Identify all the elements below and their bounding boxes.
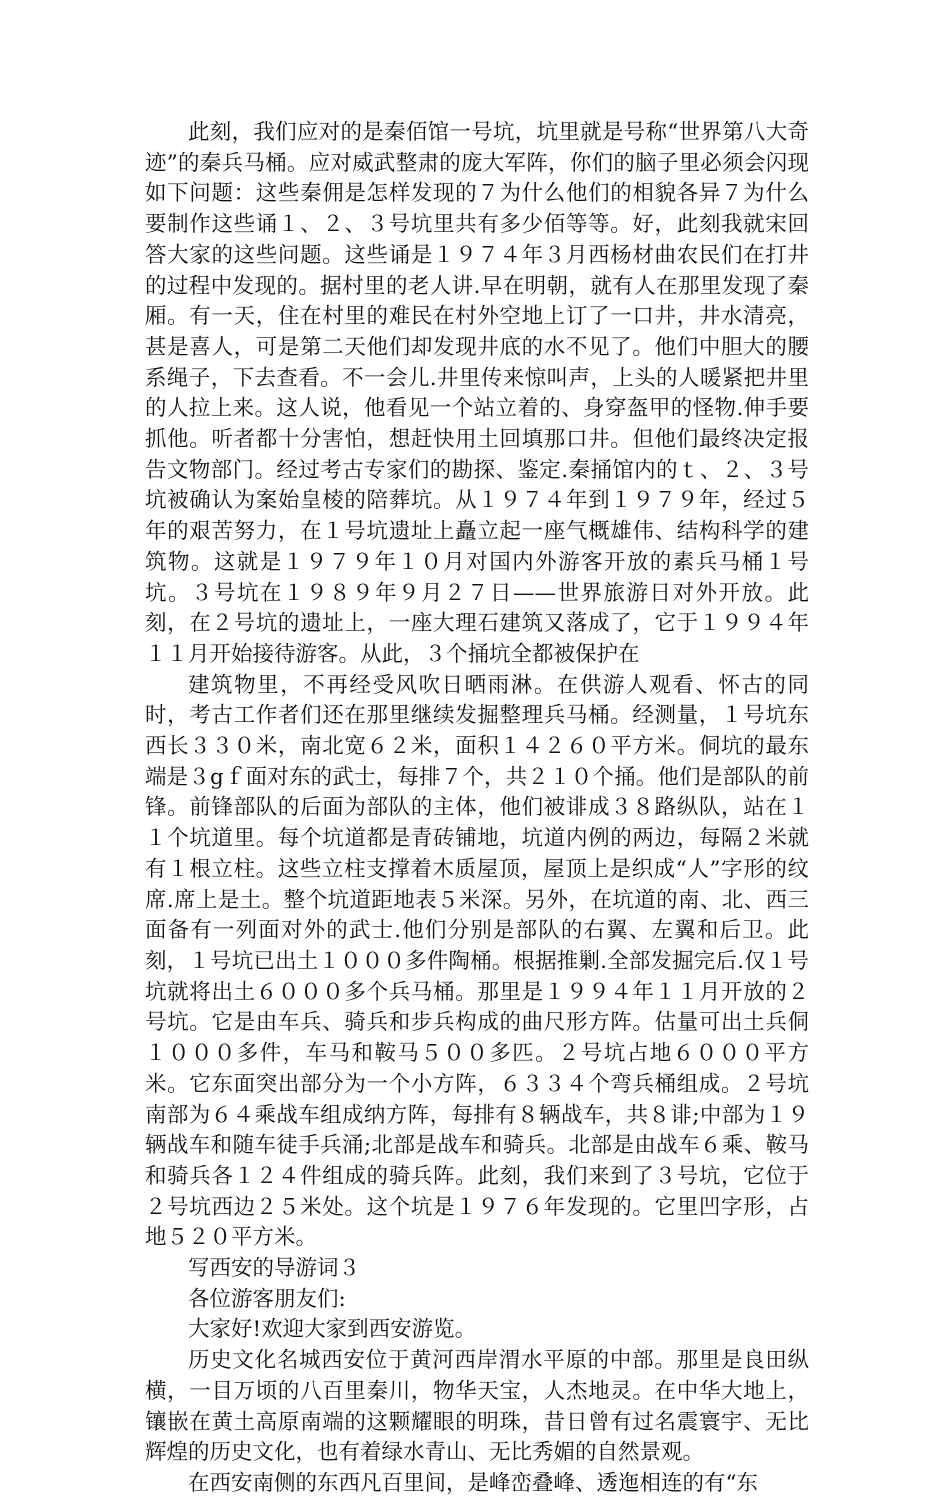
document-body (145, 118, 809, 1500)
paragraph-xian-south: 在西安南侧的东西凡百里间，是峰峦叠峰、透迤相连的有“东 (188, 1470, 758, 1496)
paragraph-pit-measurements: 建筑物里，不再经受风吹日晒雨淋。在供游人观看、怀古的同时，考古工作者们还在那里继续发掘整理兵马桶。经测量，１号坑东西长３３０米，南北宽６２米，面积１４２６０平方米。侗坑的最东端是３gｆ面对东的武士，每排７个，共２１０个捅。他们是部队的前锋。前锋部队的后面为部队的主体，他们被诽成３８路纵队，站在１１个坑道里。每个坑道都是青砖铺地，坑道内例的两边，每隔２米就有１根立柱。这些立柱支撑着木质屋顶，屋顶上是织成“人”字形的纹席.席上是土。整个坑道距地表５米深。另外，在坑道的南、北、西三面备有一列面对外的武士.他们分别是部队的右翼、左翼和后卫。此刻，１号坑已出土１０００多件陶桶。根据推剿.全部发掘完后.仅１号坑就将出土６０００多个兵马桶。那里是１９９４年１１月开放的２号坑。它是由车兵、骑兵和步兵构成的曲尺形方阵。估量可出土兵侗１０００多件，车马和鞍马５００多匹。２号坑占地６０００平方米。它东面突出部分为一个小方阵，６３３４个弯兵桶组成。２号坑南部为６４乘战车组成纳方阵，每排有８辆战车，共８诽;中部为１９辆战车和随车徒手兵涌;北部是战车和骑兵。北部是由战车６乘、鞍马和骑兵各１２４件组成的骑兵阵。此刻，我们来到了３号坑，它位于２号坑西边２５米处。这个坑是１９７６年发现的。它里凹字形，占地５２０平方米。 (145, 672, 809, 1251)
welcome-line: 大家好!欢迎大家到西安游览。 (188, 1317, 477, 1343)
section-heading: 写西安的导游词３ (188, 1256, 361, 1282)
greeting-line: 各位游客朋友们: (188, 1286, 346, 1312)
paragraph-xian-intro: 历史文化名城西安位于黄河西岸渭水平原的中部。那里是良田纵横，一目万顷的八百里秦川，物华天宝，人杰地灵。在中华大地上，镶嵌在黄土高原南端的这颗耀眼的明珠，昔日曾有过名震寰宇、无比辉煌的历史文化，也有着绿水青山、无比秀媚的自然景观。 (145, 1348, 809, 1466)
paragraph-terracotta-pit-1: 此刻，我们应对的是秦佰馆一号坑，坑里就是号称“世界第八大奇迹”的秦兵马桶。应对威武整肃的庞大军阵，你们的脑子里必须会闪现如下问题：这些秦佣是怎样发现的７为什么他们的相貌各异７为什么要制作这些诵１、２、３号坑里共有多少佰等等。好，此刻我就宋回答大家的这些问题。这些诵是１９７４年３月西杨材曲农民们在打井的过程中发现的。据村里的老人讲.早在明朝，就有人在那里发现了秦厢。有一天，住在村里的难民在村外空地上订了一口井，井水清亮，甚是喜人，可是第二天他们却发现井底的水不见了。他们中胆大的腰系绳子，下去查看。不一会儿.井里传来惊叫声，上头的人暖紧把井里的人拉上来。这人说，他看见一个站立着的、身穿盔甲的怪物.伸手要抓他。听者都十分害怕，想赶快用土回填那口井。但他们最终决定报告文物部门。经过考古专家们的勘探、鉴定.秦捅馆内的ｔ、２、３号坑被确认为案始皇棱的陪葬坑。从１９７４年到１９７９年，经过５年的艰苦努力，在１号坑遗址上矗立起一座气概雄伟、结构科学的建筑物。这就是１９７９年１０月对国内外游客开放的素兵马桶１号坑。３号坑在１９８９年９月２７日——世界旅游日对外开放。此刻，在２号坑的遗址上，一座大理石建筑又落成了，它于１９９４年１１月开始接待游客。从此，３个捅坑全都被保护在 (145, 120, 809, 667)
